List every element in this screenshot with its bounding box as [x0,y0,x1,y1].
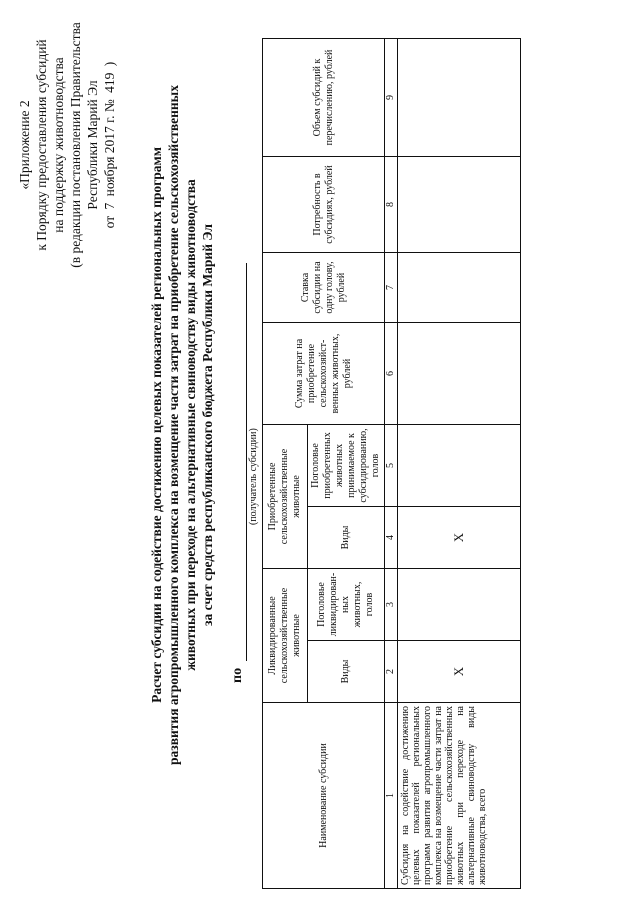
document-title [148,65,216,785]
col-header-6: Сумма затрат на приобретение сельскохозяйст-венных животных, рублей [263,323,385,425]
col-number: 7 [385,253,398,323]
cell-acquired-heads [398,425,521,507]
header-line-5: Республики Марий Эл [85,80,100,210]
col-number: 3 [385,569,398,641]
col-group-acquired: Приобретенные сельскохозяйственные животные [263,425,308,569]
header-line-4: (в редакции постановления Правительства [68,22,83,268]
table-row [398,39,521,889]
col-header-2: Виды [308,641,385,703]
col-number: 2 [385,641,398,703]
date-prefix: от [102,215,117,229]
col-header-4: Виды [308,507,385,569]
title-line-4: за счет средств республиканского бюджета Республики Марий Эл [200,224,215,626]
recipient-line [228,263,250,683]
title-line-3: животных при переходе на альтернативные свиноводству виды животноводства [183,179,198,671]
header-line-2: к Порядку предоставления субсидий [34,39,49,251]
recipient-prefix: по [230,667,245,683]
date-suffix: ) [102,61,117,67]
col-number: 1 [385,703,398,889]
subsidy-table [262,38,521,889]
cell-cost-sum [398,323,521,425]
cell-liquidated-kinds: X [398,641,521,703]
date-day: 7 [102,202,117,210]
title-line-1: Расчет субсидии на содействие достижению целевых показателей региональных программ [149,147,164,703]
col-group-liquidated: Ликвидированные сельскохозяйственные животные [263,569,308,703]
col-header-9: Объем субсидий к перечислению, рублей [263,39,385,157]
header-line-1: «Приложение 2 [17,100,32,190]
col-header-1: Наименование субсидии [263,703,385,889]
header-line-3: на поддержку животноводства [51,57,66,233]
appendix-header [16,20,118,270]
col-number: 9 [385,39,398,157]
recipient-blank [246,263,247,661]
col-header-7: Ставка субсидии на одну голову, рублей [263,253,385,323]
doc-number: 419 [102,72,117,93]
header-date-line [101,20,118,270]
col-number: 4 [385,507,398,569]
cell-rate [398,253,521,323]
col-header-3: Поголовье ликвидирован-ных животных, голов [308,569,385,641]
col-number: 6 [385,323,398,425]
col-number: 8 [385,157,398,253]
title-line-2: развития агропромышленного комплекса на возмещение части затрат на приобретение сельскохозяйственных [166,85,181,765]
col-header-8: Потребность в субсидиях, рублей [263,157,385,253]
cell-liquidated-heads [398,569,521,641]
cell-acquired-kinds: X [398,507,521,569]
recipient-caption: (получатель субсидии) [248,428,259,525]
date-month-year: ноября 2017 г. № [102,99,117,197]
col-header-5: Поголовье приобретенных животных принимаемое к субсидированию, голов [308,425,385,507]
cell-transfer-volume [398,39,521,157]
column-numbers-row [385,39,398,889]
cell-need [398,157,521,253]
col-number: 5 [385,425,398,507]
subsidy-name-cell: Субсидия на содействие достижению целевых показателей региональных программ развития агропромышленного комплекса на возмещение части затрат на приобретение сельскохозяйственных животных при переходе на альтернативные свиноводству виды животноводства, всего [398,703,521,889]
